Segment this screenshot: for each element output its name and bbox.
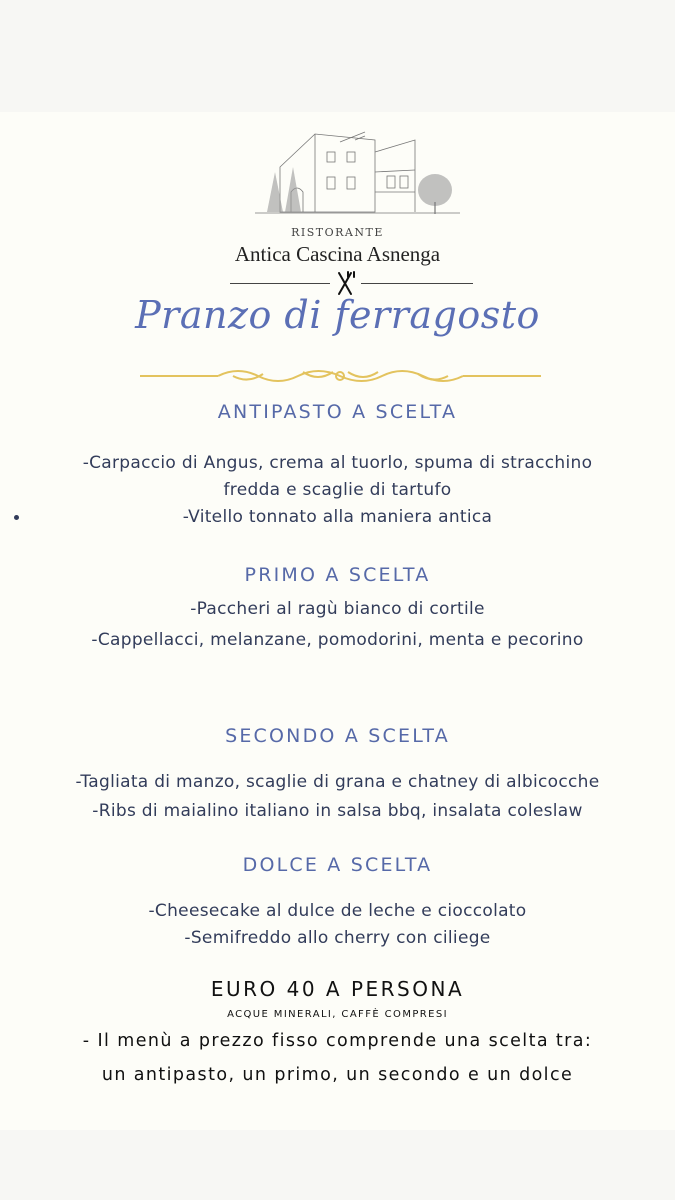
price-label: EURO 40 A PERSONA	[210, 977, 465, 1001]
primo-item-2: -Cappellacci, melanzane, pomodorini, menta e pecorino	[91, 630, 584, 650]
section-heading-primo: PRIMO A SCELTA	[244, 564, 431, 586]
ristorante-label: RISTORANTE	[291, 226, 384, 239]
antipasto-item-1-cont: fredda e scaglie di tartufo	[223, 480, 452, 500]
menu-card	[0, 112, 675, 1130]
note-line-1: - Il menù a prezzo fisso comprende una scelta tra:	[82, 1031, 593, 1051]
dolce-item-2: -Semifreddo allo cherry con ciliege	[184, 928, 491, 948]
antipasto-item-2: -Vitello tonnato alla maniera antica	[182, 507, 493, 527]
page-title: Pranzo di ferragosto	[135, 293, 540, 337]
included-label: ACQUE MINERALI, CAFFÈ COMPRESI	[227, 1009, 448, 1020]
note-line-2: un antipasto, un primo, un secondo e un dolce	[101, 1065, 574, 1085]
secondo-item-2: -Ribs di maialino italiano in salsa bbq, insalata coleslaw	[92, 801, 583, 821]
antipasto-item-1: -Carpaccio di Angus, crema al tuorlo, spuma di stracchino	[82, 453, 593, 473]
section-heading-secondo: SECONDO A SCELTA	[225, 725, 450, 747]
gold-ornament-divider	[138, 364, 543, 388]
divider-left	[230, 283, 330, 284]
section-heading-dolce: DOLCE A SCELTA	[242, 854, 433, 876]
section-heading-antipasto: ANTIPASTO A SCELTA	[217, 401, 458, 423]
restaurant-name: Antica Cascina Asnenga	[234, 242, 441, 266]
primo-item-1: -Paccheri al ragù bianco di cortile	[190, 599, 485, 619]
secondo-item-1: -Tagliata di manzo, scaglie di grana e chatney di albicocche	[75, 772, 600, 792]
dolce-item-1: -Cheesecake al dulce de leche e cioccolato	[148, 901, 527, 921]
restaurant-building-illustration	[255, 112, 465, 222]
divider-right	[361, 283, 473, 284]
